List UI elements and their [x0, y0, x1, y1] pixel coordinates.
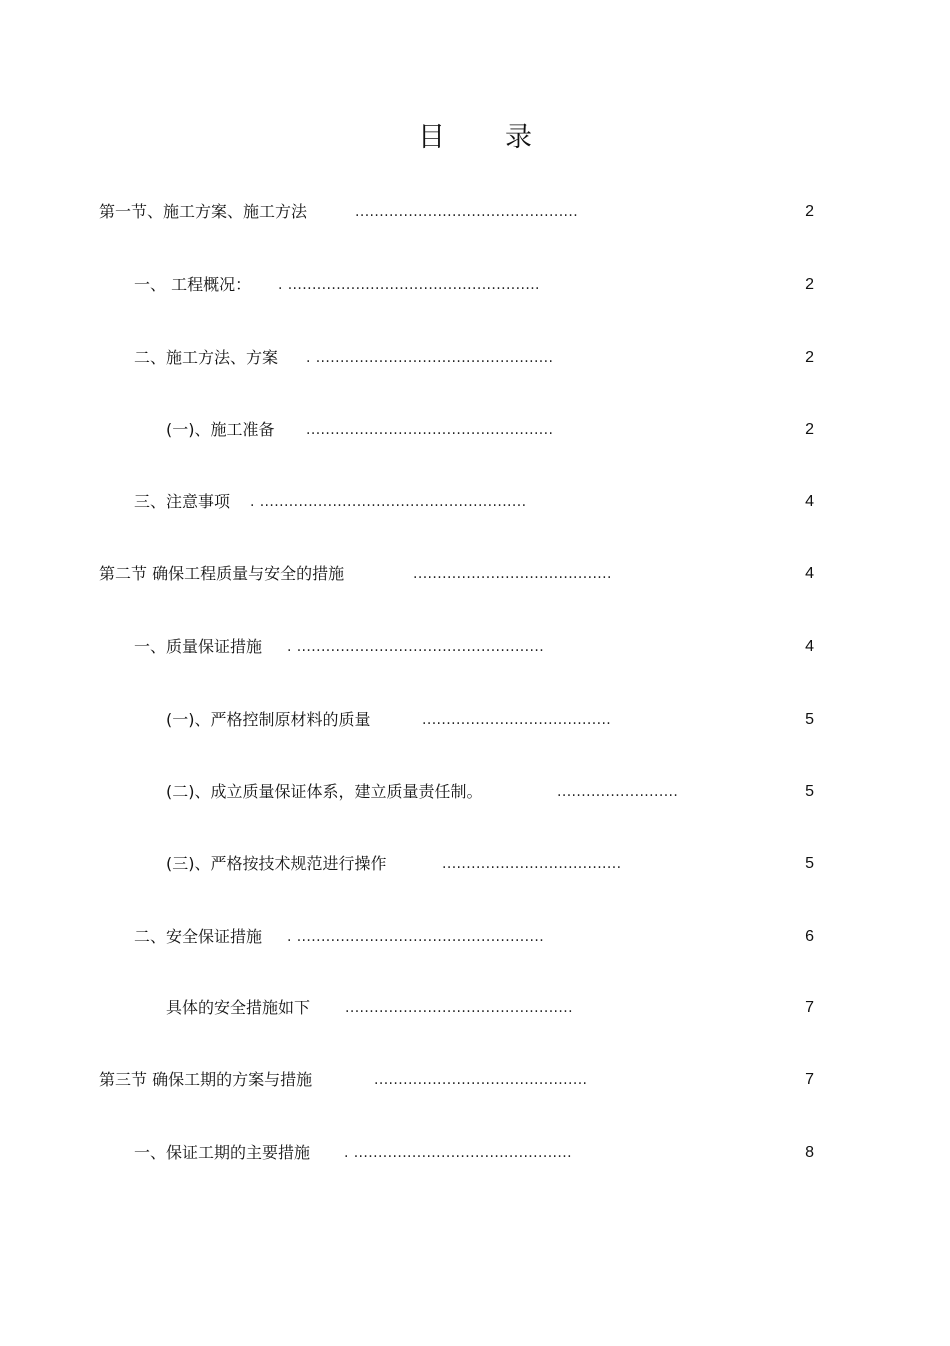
- toc-page-number: 4: [805, 493, 814, 510]
- toc-leader-dots: ...................................................: [306, 422, 554, 438]
- toc-page-number: 7: [805, 1071, 814, 1088]
- toc-page-number: 5: [805, 711, 814, 728]
- toc-page-number: 2: [805, 421, 814, 438]
- toc-page-number: 2: [805, 349, 814, 366]
- toc-entry-section-2[interactable]: [0, 559, 950, 589]
- toc-entry-section-3[interactable]: [0, 1065, 950, 1095]
- toc-entry-construction-preparation[interactable]: [0, 415, 950, 445]
- toc-page-number: 4: [805, 565, 814, 582]
- toc-entry-specific-safety[interactable]: [0, 993, 950, 1023]
- toc-entry-quality-system[interactable]: [0, 777, 950, 807]
- page-title: [0, 118, 950, 158]
- toc-entry-label: (二)、成立质量保证体系，建立质量责任制。: [166, 782, 483, 801]
- toc-page-number: 2: [805, 203, 814, 220]
- toc-page-number: 2: [805, 276, 814, 293]
- toc-entry-label: 第一节、施工方案、施工方法: [99, 202, 308, 221]
- toc-leader-dots: . ...................................................: [287, 929, 545, 945]
- toc-entry-label: 具体的安全措施如下: [166, 998, 311, 1017]
- toc-entry-label: (一)、严格控制原材料的质量: [166, 710, 371, 729]
- toc-leader-dots: .....................................: [442, 856, 622, 872]
- toc-leader-dots: .......................................: [422, 712, 612, 728]
- toc-leader-dots: ..............................................: [355, 204, 579, 220]
- toc-entry-label: 二、安全保证措施: [134, 927, 263, 946]
- toc-entry-label: 二、施工方法、方案: [134, 348, 279, 367]
- toc-page-number: 5: [805, 855, 814, 872]
- toc-page-number: 5: [805, 783, 814, 800]
- toc-entry-label: 第三节 确保工期的方案与措施: [99, 1070, 313, 1089]
- toc-leader-dots: . ....................................................: [278, 277, 540, 293]
- page-title-char-2: 录: [505, 122, 532, 153]
- toc-entry-label: 第二节 确保工程质量与安全的措施: [99, 564, 345, 583]
- toc-entry-section-1[interactable]: [0, 197, 950, 227]
- toc-entry-project-overview[interactable]: [0, 270, 950, 300]
- toc-entry-quality-measures[interactable]: [0, 632, 950, 662]
- toc-entry-label: 一、 工程概况：: [134, 275, 252, 294]
- page-title-char-1: 目: [418, 122, 445, 153]
- toc-entry-technical-specs[interactable]: [0, 849, 950, 879]
- toc-entry-raw-materials[interactable]: [0, 705, 950, 735]
- toc-entry-schedule-measures[interactable]: [0, 1138, 950, 1168]
- toc-entry-precautions[interactable]: [0, 487, 950, 517]
- toc-entry-safety-measures[interactable]: [0, 922, 950, 952]
- toc-leader-dots: . .............................................: [344, 1145, 572, 1161]
- toc-entry-label: 一、保证工期的主要措施: [134, 1143, 311, 1162]
- toc-entry-label: (三)、严格按技术规范进行操作: [166, 854, 387, 873]
- toc-page-number: 6: [805, 928, 814, 945]
- toc-leader-dots: . .......................................................: [250, 494, 527, 510]
- toc-entry-label: 三、注意事项: [134, 492, 231, 511]
- toc-page-number: 7: [805, 999, 814, 1016]
- toc-leader-dots: ...............................................: [345, 1000, 573, 1016]
- toc-entry-construction-methods[interactable]: [0, 343, 950, 373]
- toc-leader-dots: .........................................: [413, 566, 612, 582]
- toc-page-number: 8: [805, 1144, 814, 1161]
- toc-leader-dots: ............................................: [374, 1072, 588, 1088]
- toc-leader-dots: .........................: [557, 784, 679, 800]
- toc-leader-dots: . .................................................: [306, 350, 554, 366]
- toc-leader-dots: . ...................................................: [287, 639, 545, 655]
- toc-entry-label: (一)、施工准备: [166, 420, 275, 439]
- toc-entry-label: 一、质量保证措施: [134, 637, 263, 656]
- toc-page-number: 4: [805, 638, 814, 655]
